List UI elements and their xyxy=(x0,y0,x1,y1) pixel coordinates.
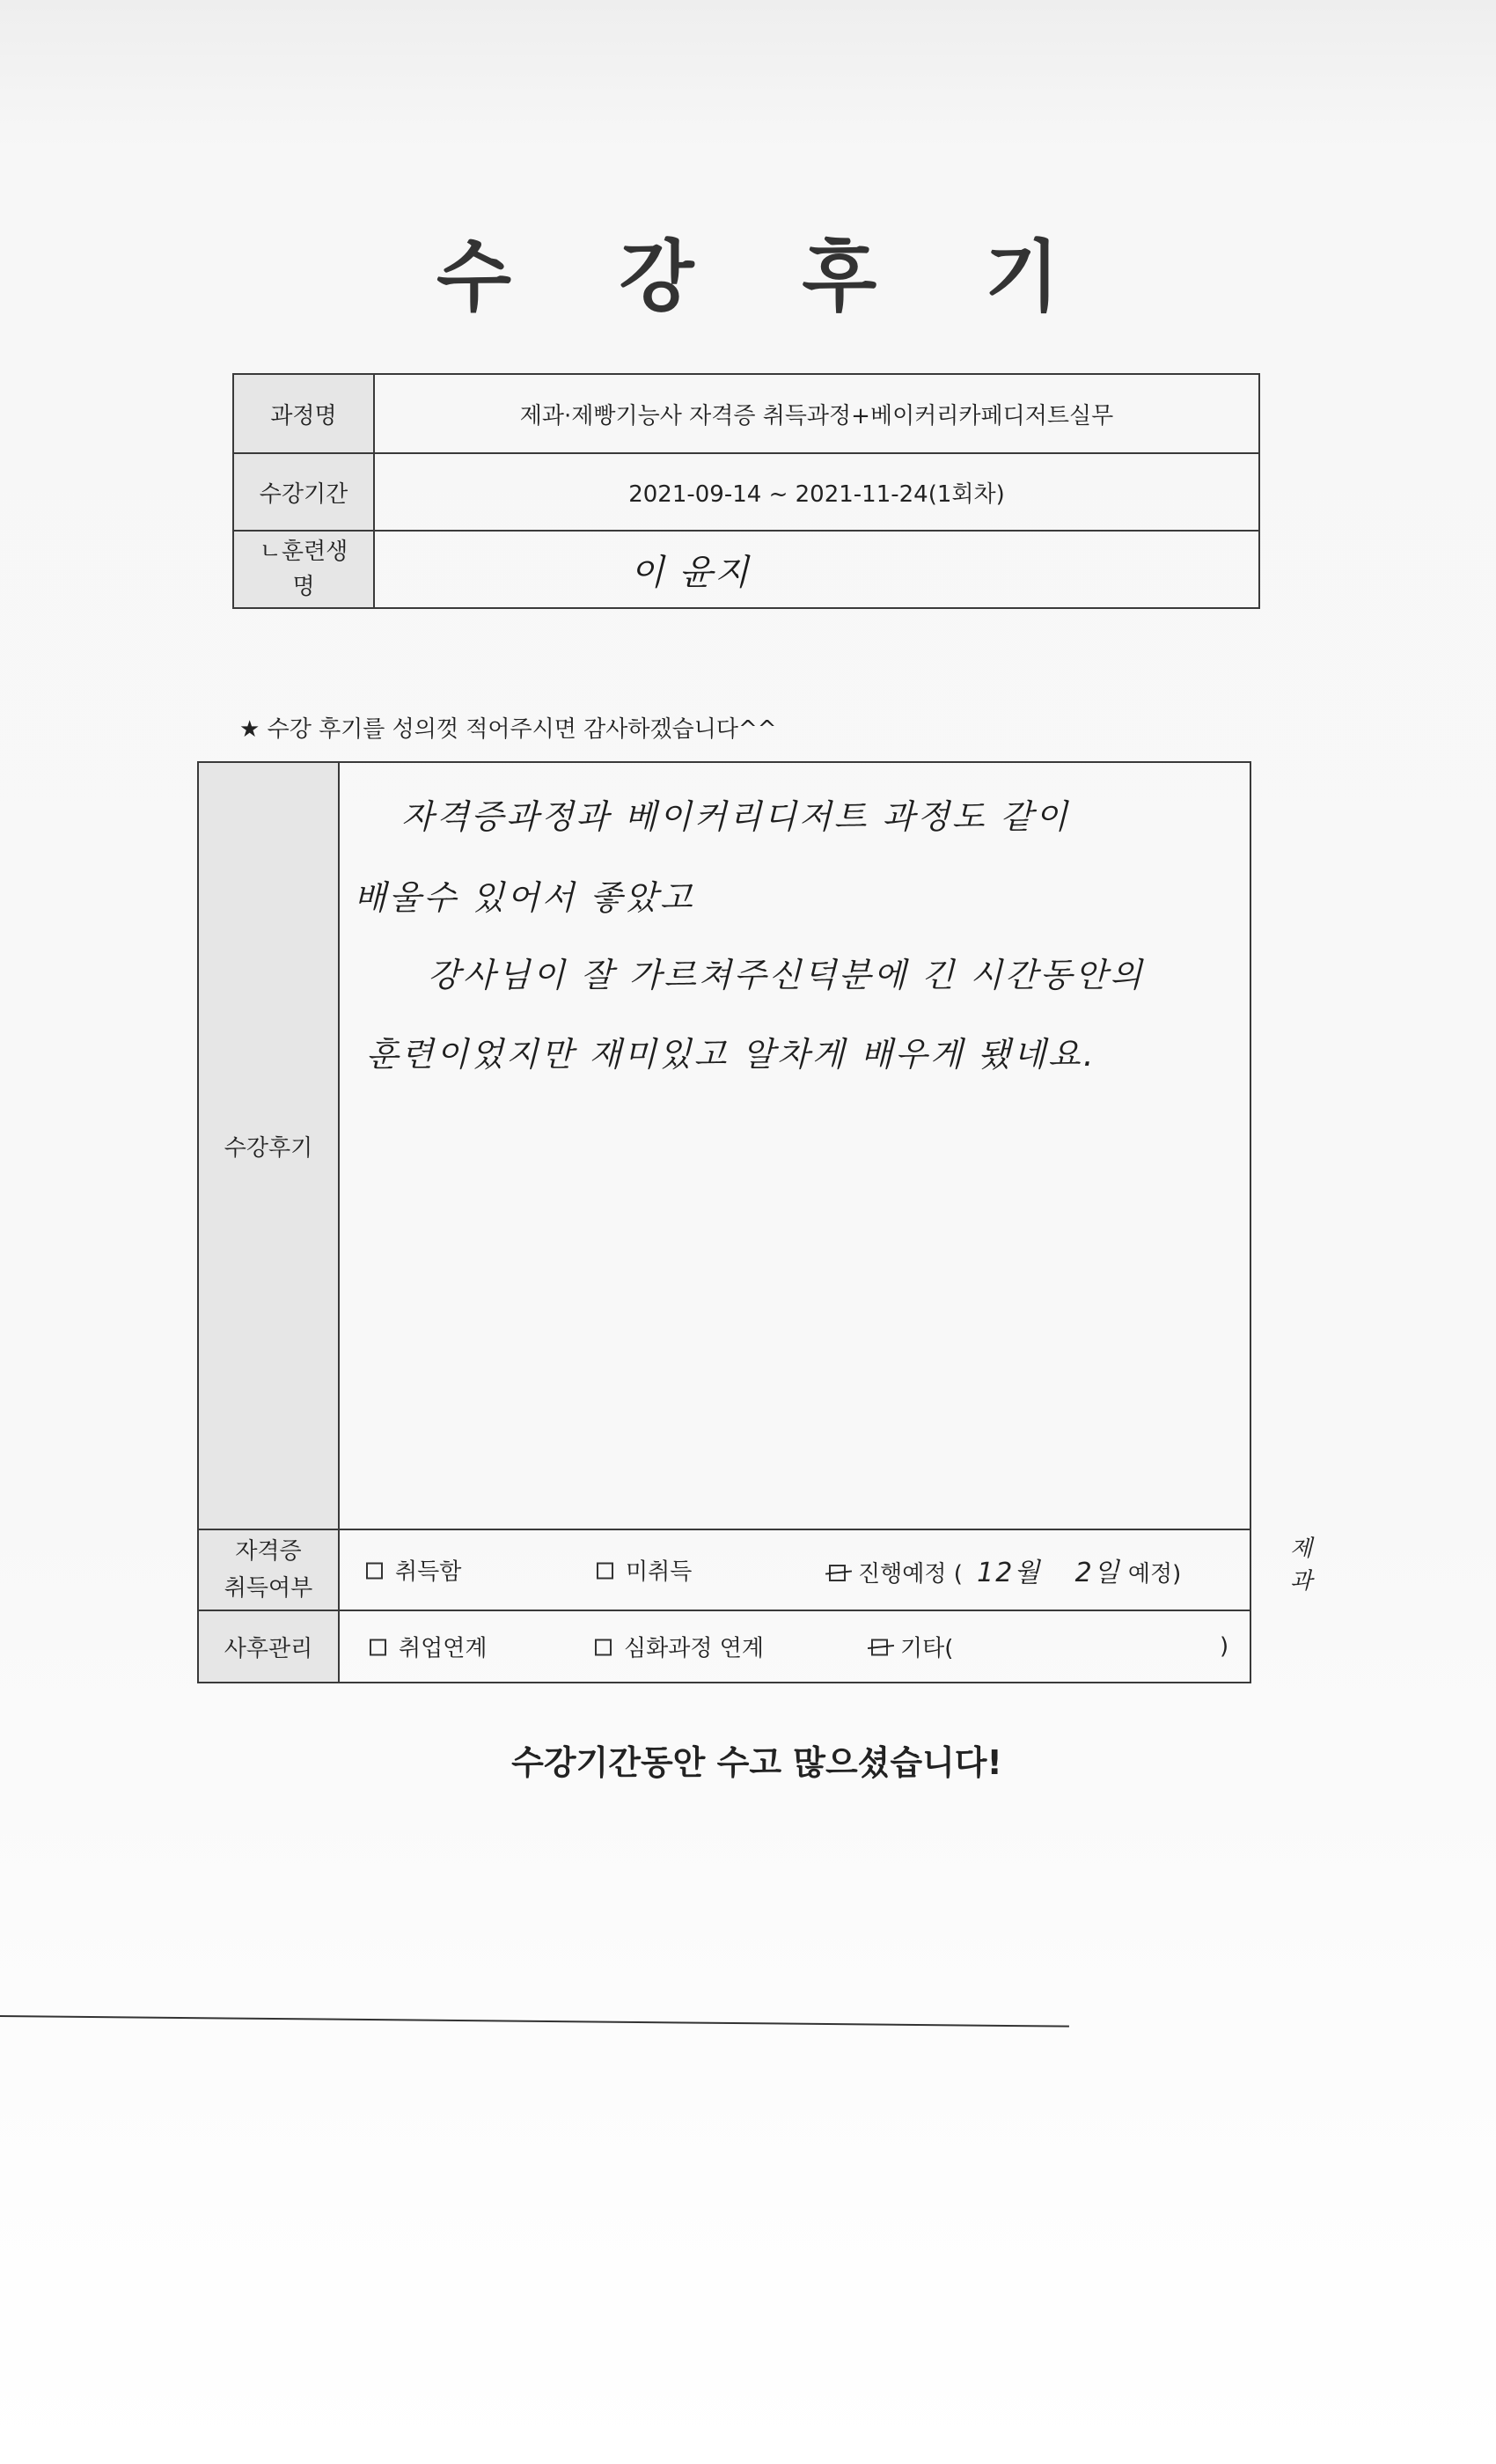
trainee-row xyxy=(233,531,1259,608)
review-line-4: 훈련이었지만 재미있고 알차게 배우게 됐네요. xyxy=(366,1035,1096,1074)
option-other[interactable] xyxy=(871,1631,953,1663)
option-acquired[interactable] xyxy=(366,1554,461,1587)
certificate-handwritten-extra: 제과 xyxy=(1290,1536,1315,1595)
certificate-label-line-2: 취득여부 xyxy=(224,1575,313,1602)
checkbox-acquired[interactable] xyxy=(366,1563,383,1580)
aftercare-row xyxy=(198,1610,1250,1683)
option-other-label: 기타( xyxy=(900,1635,954,1662)
checkbox-job-link[interactable] xyxy=(370,1639,386,1656)
course-info-table xyxy=(232,373,1260,609)
option-planned-label: 진행예정 ( xyxy=(858,1561,963,1588)
planned-suffix: 예정) xyxy=(1127,1561,1182,1588)
period-label: 수강기간 xyxy=(233,453,374,531)
option-job-link[interactable] xyxy=(370,1631,487,1663)
option-advanced-course-label: 심화과정 연계 xyxy=(624,1635,764,1662)
trainee-name-cell xyxy=(374,531,1259,608)
certificate-label xyxy=(198,1529,339,1610)
aftercare-options xyxy=(339,1610,1250,1683)
option-planned[interactable] xyxy=(829,1551,1181,1589)
checkbox-not-acquired[interactable] xyxy=(597,1563,613,1580)
course-label: 과정명 xyxy=(233,374,374,453)
review-table xyxy=(197,761,1315,1683)
review-label: 수강후기 xyxy=(198,762,339,1529)
checkbox-advanced-course[interactable] xyxy=(595,1639,612,1656)
planned-month-handwritten: 12월 xyxy=(977,1558,1042,1588)
option-other-close: ) xyxy=(1220,1633,1229,1660)
option-not-acquired-label: 미취득 xyxy=(626,1558,693,1586)
review-line-3: 강사님이 잘 가르쳐주신덕분에 긴 시간동안의 xyxy=(428,956,1145,994)
trainee-name-handwritten: 이 윤지 xyxy=(630,552,751,593)
course-value: 제과·제빵기능사 자격증 취득과정+베이커리카페디저트실무 xyxy=(374,374,1259,453)
checkbox-other-checked[interactable] xyxy=(871,1639,888,1656)
document-title: 수 강 후 기 xyxy=(436,231,1100,322)
closing-message: 수강기간동안 수고 많으셨습니다! xyxy=(511,1743,1002,1782)
trainee-label xyxy=(233,531,374,608)
checkbox-planned-checked[interactable] xyxy=(829,1565,846,1581)
option-acquired-label: 취득함 xyxy=(395,1558,462,1586)
period-value: 2021-09-14 ~ 2021-11-24(1회차) xyxy=(374,453,1259,531)
notice-text: ★ 수강 후기를 성의껏 적어주시면 감사하겠습니다^^ xyxy=(239,716,777,743)
review-line-1: 자격증과정과 베이커리디저트 과정도 같이 xyxy=(401,797,1070,836)
option-job-link-label: 취업연계 xyxy=(399,1635,488,1662)
certificate-row xyxy=(198,1529,1250,1610)
review-body xyxy=(339,762,1250,1529)
review-row xyxy=(198,762,1250,1529)
certificate-options xyxy=(339,1529,1315,1610)
certificate-label-line-1: 자격증 xyxy=(235,1538,302,1565)
course-row xyxy=(233,374,1259,453)
option-advanced-course[interactable] xyxy=(595,1631,764,1663)
period-row xyxy=(233,453,1259,531)
trainee-label-line-1: ㄴ훈련생 xyxy=(259,539,348,565)
option-not-acquired[interactable] xyxy=(597,1554,692,1587)
trainee-label-line-2: 명 xyxy=(292,574,315,600)
planned-day-handwritten: 2일 xyxy=(1074,1558,1121,1588)
review-line-2: 배울수 있어서 좋았고 xyxy=(354,878,695,917)
aftercare-label: 사후관리 xyxy=(198,1610,339,1683)
